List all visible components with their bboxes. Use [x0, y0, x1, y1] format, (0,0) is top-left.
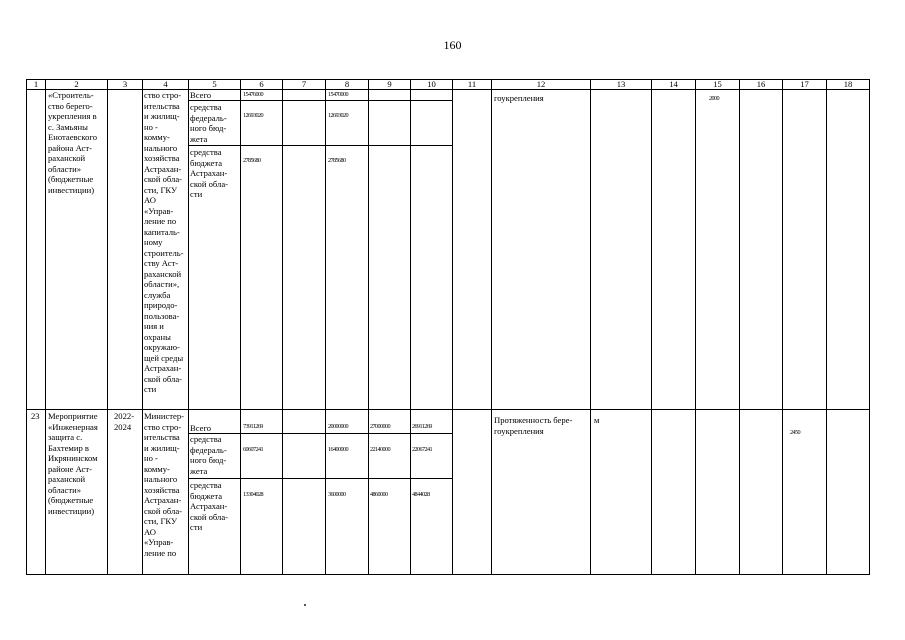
- scan-speck: [304, 604, 306, 606]
- row1-source-total: Всего: [190, 90, 212, 100]
- header-col-14: 14: [669, 79, 678, 89]
- row1-source-federal: средства федераль- ного бюд- жета: [190, 102, 227, 144]
- row2-year3-total: 26911269: [412, 423, 432, 430]
- row1-indicator: гоукрепления: [494, 93, 544, 103]
- page-number: 160: [443, 38, 462, 52]
- header-col-11: 11: [467, 79, 477, 89]
- row2-amount-federal: 60607241: [243, 446, 263, 453]
- row2-unit: м: [594, 415, 600, 425]
- row2-source-federal: средства федераль- ного бюд- жета: [190, 434, 227, 476]
- col-line: [282, 79, 283, 575]
- header-col-7: 7: [301, 79, 307, 89]
- row2-source-total: Всего: [190, 423, 212, 433]
- header-col-2: 2: [74, 79, 79, 89]
- col-line: [695, 79, 696, 575]
- row1-amount-regional: 2785680: [243, 157, 261, 164]
- row2-amount-total: 73911269: [243, 423, 263, 430]
- row1-source-regional: средства бюджета Астрахан- ской обла- сти: [190, 147, 229, 199]
- row2-year2-regional: 4860000: [370, 491, 388, 498]
- col-line: [410, 79, 411, 575]
- row2-year1-total: 20000000: [328, 423, 348, 430]
- row2-measure-name: Мероприятие «Инженерная защита с. Бахтемир в Икрянинском районе Аст- раханской области» (бюджетные инвестиции): [48, 411, 98, 516]
- col-line: [188, 79, 189, 575]
- header-col-16: 16: [756, 79, 766, 89]
- header-col-1: 1: [33, 79, 39, 89]
- row1-indicator-value: 2000: [709, 95, 719, 102]
- row2-amount-regional: 13304028: [243, 491, 263, 498]
- col-line: [491, 79, 492, 575]
- col-line: [142, 79, 143, 575]
- table-border-bottom: [26, 574, 870, 575]
- col-line: [452, 79, 453, 575]
- row1-amount-total: 15476000: [243, 91, 263, 98]
- col-line: [240, 79, 241, 575]
- col-line: [325, 79, 326, 575]
- row1-measure-name: «Строитель- ство берего- укрепления в с. Замьяны Енотаевского района Аст- раханской области» (бюджетные инвестиции): [48, 90, 97, 195]
- row2-year2-federal: 22140000: [370, 446, 390, 453]
- header-col-12: 12: [536, 79, 546, 89]
- header-col-10: 10: [427, 79, 436, 89]
- row1-year1-regional: 2785680: [328, 157, 346, 164]
- header-col-4: 4: [163, 79, 168, 89]
- col-line: [739, 79, 740, 575]
- subrow-line: [188, 478, 453, 479]
- col-line: [368, 79, 369, 575]
- header-col-8: 8: [344, 79, 350, 89]
- row1-year1-federal: 12693020: [328, 112, 348, 119]
- row1-year1-total: 15470000: [328, 91, 348, 98]
- row2-source-regional: средства бюджета Астрахан- ской обла- сти: [190, 480, 229, 532]
- row2-year3-regional: 4844028: [412, 491, 430, 498]
- col-line: [782, 79, 783, 575]
- row2-number: 23: [31, 411, 40, 421]
- row2-year1-federal: 16400000: [328, 446, 348, 453]
- row2-executor: Министер- ство стро- ительства и жилищ- но - комму- нального хозяйства Астрахан- ской обла- сти, ГКУ АО «Управ- ление по: [144, 411, 184, 558]
- col-line: [651, 79, 652, 575]
- header-col-9: 9: [387, 79, 392, 89]
- header-col-17: 17: [800, 79, 809, 89]
- col-line: [45, 79, 46, 575]
- row1-executor: ство стро- ительства и жилищ- но - комму- нального хозяйства Астрахан- ской обла- сти, ГКУ АО «Управ- ление по капиталь- ному строитель- ству Аст- раханской области», служба природо- пользова- ния и охраны окружаю- щей среды Астрахан- ской обла- сти: [144, 90, 184, 394]
- header-col-18: 18: [843, 79, 853, 89]
- row2-year2-total: 27000000: [370, 423, 390, 430]
- header-col-5: 5: [212, 79, 217, 89]
- col-line: [590, 79, 591, 575]
- col-line: [107, 79, 108, 575]
- row2-period: 2022- 2024: [114, 411, 135, 432]
- row2-indicator: Протяженность бере- гоукрепления: [494, 415, 573, 436]
- header-col-13: 13: [616, 79, 626, 89]
- row1-amount-federal: 12693020: [243, 112, 263, 119]
- header-col-15: 15: [713, 79, 722, 89]
- col-line: [869, 79, 870, 575]
- row-separator: [26, 409, 870, 410]
- header-col-6: 6: [259, 79, 264, 89]
- header-col-3: 3: [122, 79, 128, 89]
- col-line: [826, 79, 827, 575]
- row2-year3-federal: 22067241: [412, 446, 432, 453]
- budget-table: [26, 79, 870, 575]
- row2-indicator-value: 2450: [790, 429, 800, 436]
- subrow-line: [188, 145, 453, 146]
- row2-year1-regional: 3600000: [328, 491, 346, 498]
- col-line: [26, 79, 27, 575]
